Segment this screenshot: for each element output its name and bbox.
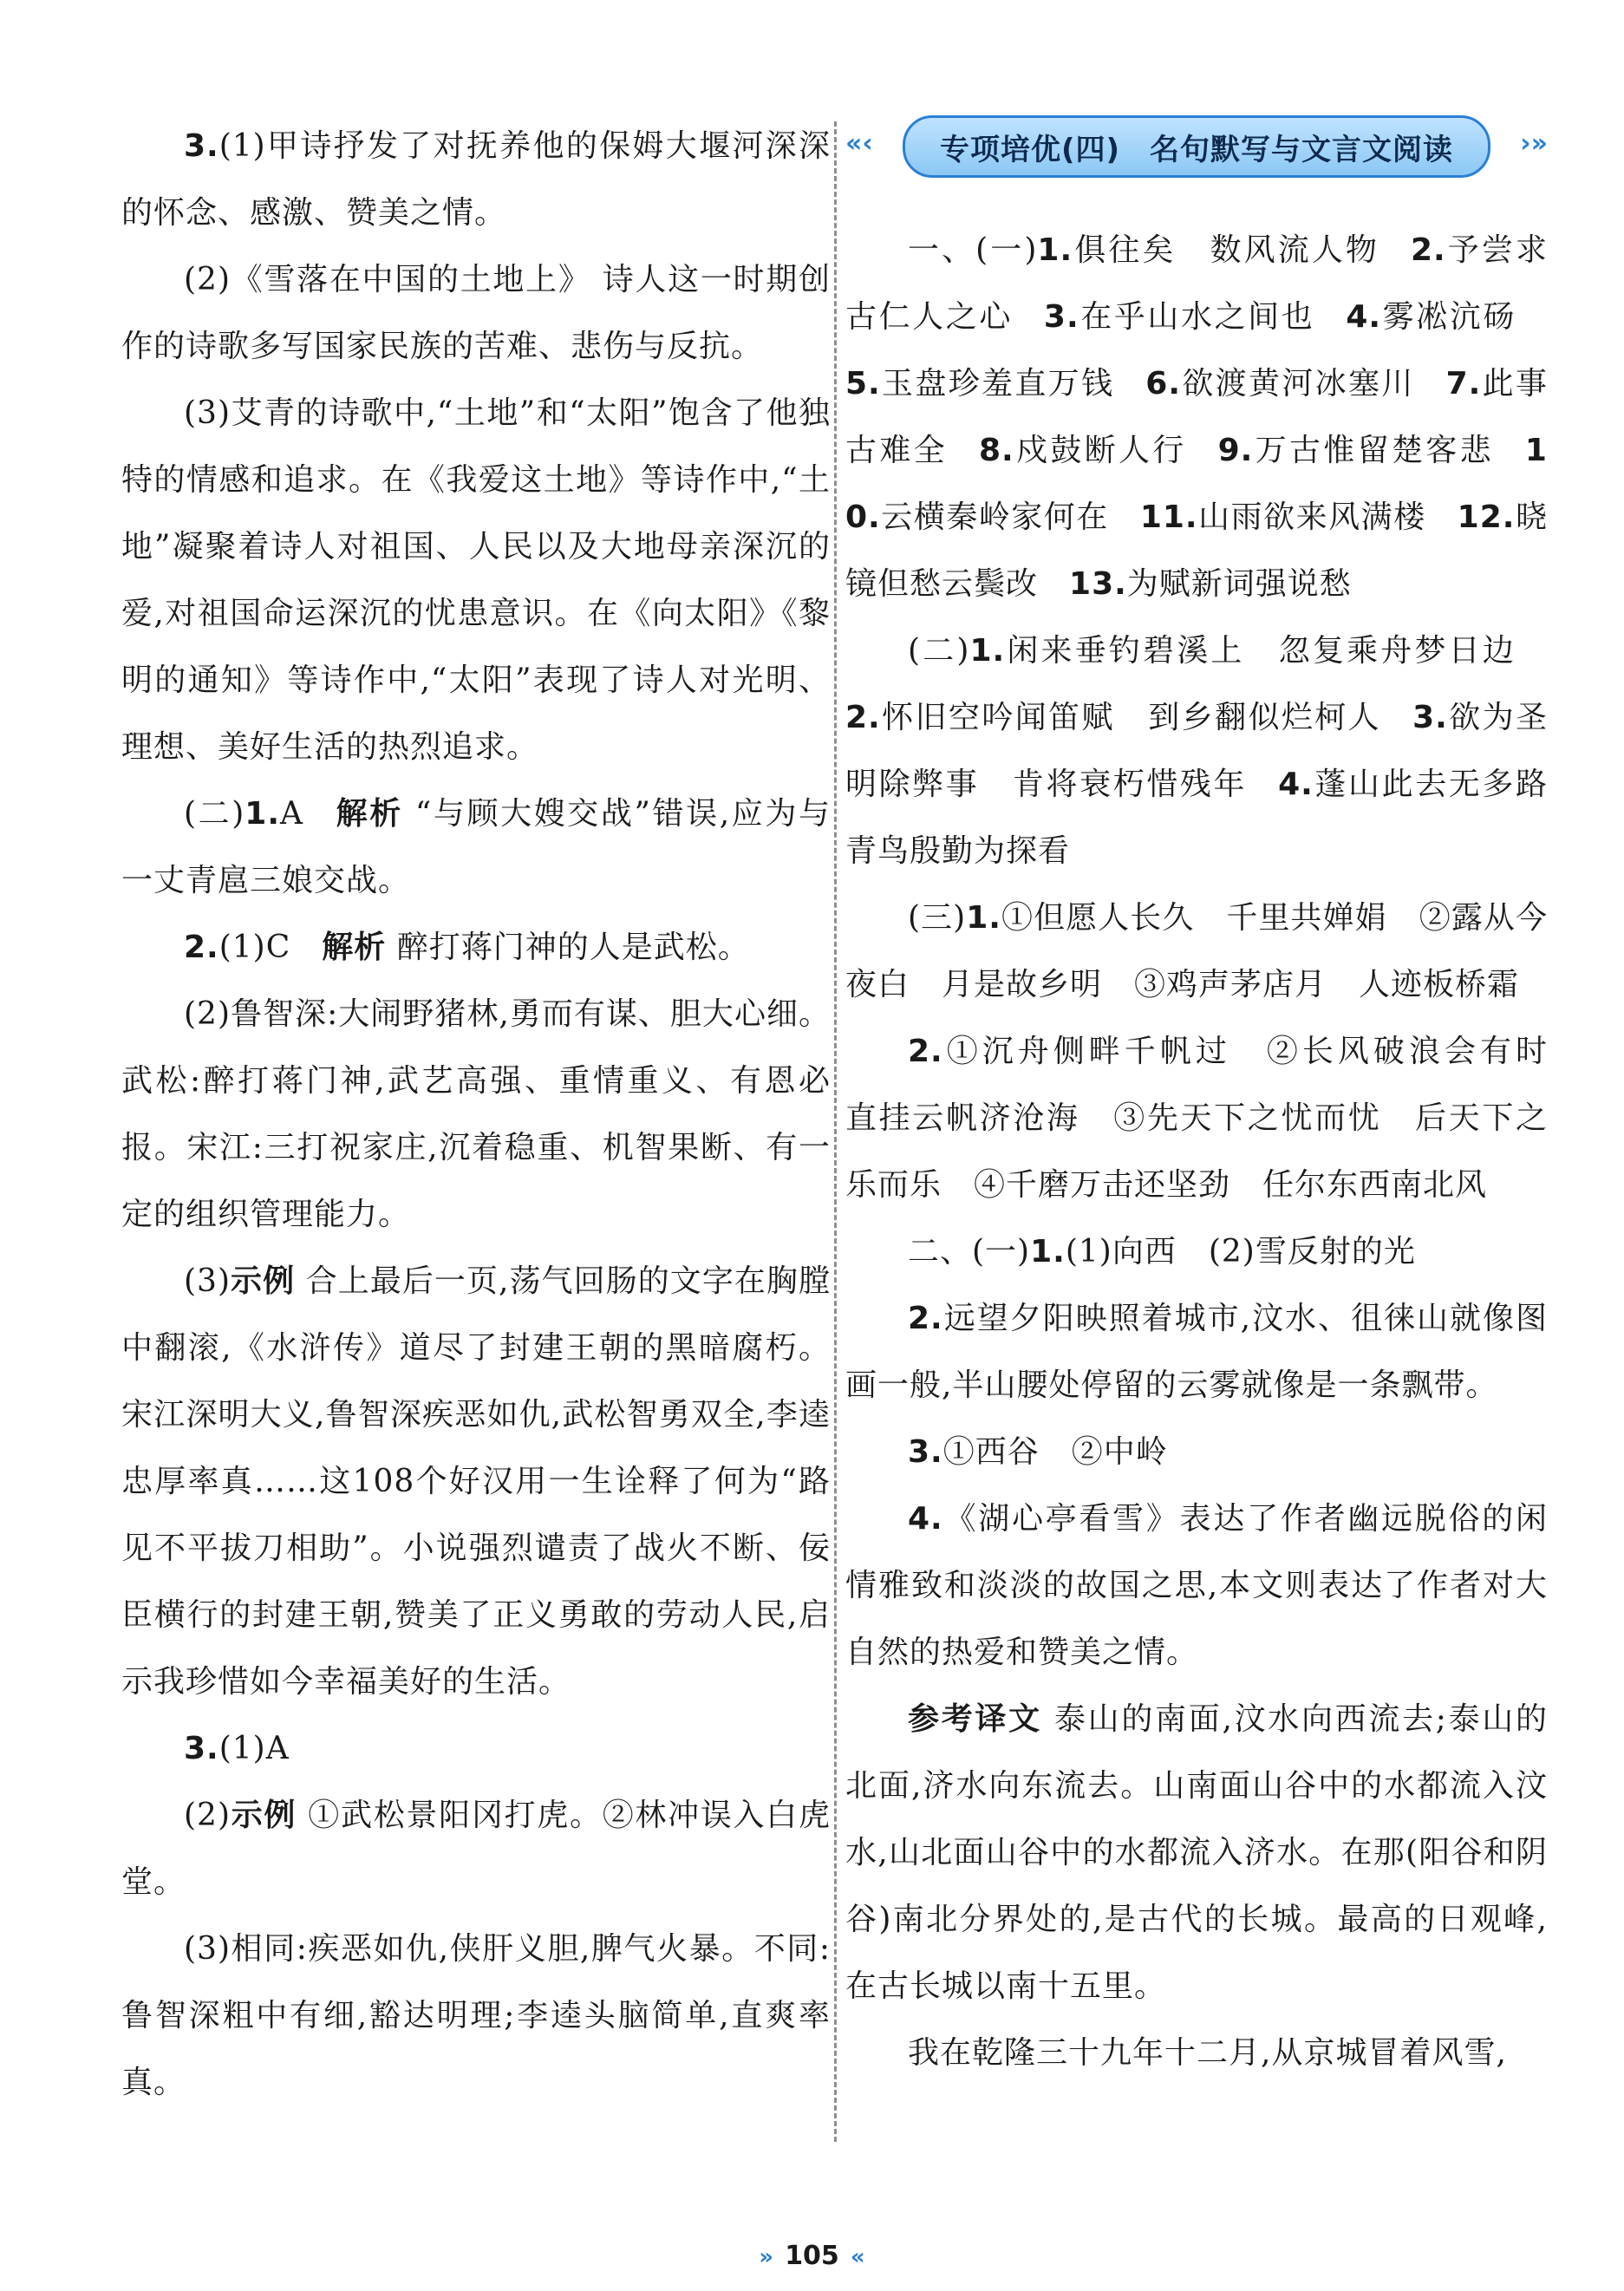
item-number: 10.: [845, 433, 1548, 535]
item-text: 万古惟留楚客悲: [1253, 433, 1494, 468]
item-text: 山雨欲来风满楼: [1197, 499, 1426, 535]
answer-2-2-3: (3)示例 合上最后一页,荡气回肠的文字在胸膛中翻滚,《水浒传》道尽了封建王朝的黑暗腐朽。宋江深明大义,鲁智深疾恶如仇,武松智勇双全,李逵忠厚率真……这108个好汉用一生诠释了何为“路见不平拔刀相助”。小说强烈谴责了战火不断、佞臣横行的封建王朝,赞美了正义勇敢的劳动人民,启示我珍惜如今幸福美好的生活。: [121, 1263, 831, 1700]
translation-label: 参考译文: [908, 1701, 1042, 1737]
item-number: 7.: [1445, 366, 1482, 401]
item-number: 13.: [1069, 566, 1127, 602]
item-text: 此事古难全: [845, 366, 1548, 468]
answer-2-3-1: 3.(1)A: [184, 1731, 290, 1766]
item-text: 玉盘珍羞直万钱: [880, 366, 1115, 401]
item-number: 12.: [1457, 499, 1516, 535]
chevrons-right-icon: ›»: [1520, 128, 1548, 159]
section-title: 专项培优(四) 名句默写与文言文阅读: [903, 115, 1490, 178]
item-number: 4.: [1278, 767, 1314, 802]
column-divider: [834, 121, 837, 2142]
item-number: 4.: [1346, 299, 1382, 335]
answer-3-3: (3)艾青的诗歌中,“土地”和“太阳”饱含了他独特的情感和追求。在《我爱这土地》等诗作中,“土地”凝聚着诗人对祖国、人民以及大地母亲深沉的爱,对祖国命运深沉的忧患意识。在《向太阳》《黎明的通知》等诗作中,“太阳”表现了诗人对光明、理想、美好生活的热烈追求。: [121, 395, 831, 765]
arrow-right-icon: »: [759, 2244, 774, 2270]
answer-2-2-2: (2)鲁智深:大闹野猪林,勇而有谋、胆大心细。武松:醉打蒋门神,武艺高强、重情重义、有恩必报。宋江:三打祝家庄,沉着稳重、机智果断、有一定的组织管理能力。: [121, 996, 831, 1232]
item-text: 云横秦岭家何在: [880, 499, 1109, 535]
item-text: 怀旧空吟闻笛赋 到乡翻似烂柯人: [880, 700, 1382, 735]
item-number: 8.: [978, 433, 1014, 468]
analysis-label: 解析: [335, 796, 403, 832]
section-2-1-3: 3.①西谷 ②中岭: [908, 1434, 1168, 1470]
section-2-1-2: 2.远望夕阳映照着城市,汶水、徂徕山就像图画一般,半山腰处停留的云雾就像是一条飘带。: [845, 1301, 1548, 1403]
reference-translation: 参考译文 泰山的南面,汶水向西流去;泰山的北面,济水向东流去。山南面山谷中的水都流入汶水,山北面山谷中的水都流入济水。在那(阳谷和阴谷)南北分界处的,是古代的长城。最高的日观峰,在古长城以南十五里。: [845, 1701, 1548, 2004]
answer-3-1: 3.(1)甲诗抒发了对抚养他的保姆大堰河深深的怀念、感激、赞美之情。: [121, 128, 831, 231]
item-text: 晓镜但愁云鬓改: [845, 499, 1548, 602]
translation-continued: 我在乾隆三十九年十二月,从京城冒着风雪,: [908, 2035, 1507, 2071]
section-banner: [845, 113, 1548, 180]
item-text: 俱往矣 数风流人物: [1073, 232, 1379, 268]
analysis-label: 解析: [322, 930, 387, 965]
left-column: [121, 113, 831, 2116]
section-1-3-1: (三)1.①但愿人长久 千里共婵娟 ②露从今夜白 月是故乡明 ③鸡声茅店月 人迹板桥霜: [845, 900, 1548, 1002]
item-text: 欲渡黄河冰塞川: [1181, 366, 1415, 401]
item-number: 6.: [1145, 366, 1182, 401]
chevrons-left-icon: «‹: [845, 128, 873, 159]
item-text: 在乎山水之间也: [1079, 299, 1315, 335]
item-text: 予尝求古仁人之心: [845, 232, 1548, 335]
item-text: 雾凇沆砀: [1381, 299, 1516, 335]
item-number: 2.: [845, 700, 881, 735]
section-1-1: 一、(一)1.俱往矣 数风流人物 2.予尝求古仁人之心 3.在乎山水之间也 4.雾凇沆砀5.玉盘珍羞直万钱 6.欲渡黄河冰塞川 7.此事古难全 8.戍鼓断人行 9.万古惟留楚客悲 10.云横秦岭家何在 11.山雨欲来风满楼 12.晓镜但愁云鬓改 13.为赋新词强说愁: [845, 232, 1548, 602]
example-label: 示例: [231, 1798, 297, 1833]
item-text: 蓬山此去无多路 青鸟殷勤为探看: [845, 767, 1580, 869]
item-text: 为赋新词强说愁: [1126, 566, 1352, 602]
section-1-3-2: 2.①沉舟侧畔千帆过 ②长风破浪会有时 直挂云帆济沧海 ③先天下之忧而忧 后天下之乐而乐 ④千磨万击还坚劲 任尔东西南北风: [845, 1034, 1581, 1203]
item-number: 2.: [1410, 232, 1446, 268]
item-number: 3.: [1412, 700, 1448, 735]
item-text: 闲来垂钓碧溪上 忽复乘舟梦日边: [1005, 633, 1516, 669]
answer-2-1: (二)1.A 解析 “与顾大嫂交战”错误,应为与一丈青扈三娘交战。: [121, 796, 831, 898]
page-footer: [0, 2241, 1624, 2271]
arrow-left-icon: «: [850, 2244, 865, 2270]
section-2-1-1: 二、(一)1.(1)向西 (2)雪反射的光: [908, 1234, 1416, 1270]
item-text: 欲为圣明除弊事 肯将衰朽惜残年: [845, 700, 1548, 802]
section-1-2: (二)1.闲来垂钓碧溪上 忽复乘舟梦日边2.怀旧空吟闻笛赋 到乡翻似烂柯人 3.欲为圣明除弊事 肯将衰朽惜残年 4.蓬山此去无多路 青鸟殷勤为探看: [845, 633, 1580, 869]
right-column: [845, 113, 1581, 2086]
item-number: 3.: [1043, 299, 1079, 335]
answer-2-3-3: (3)相同:疾恶如仇,侠肝义胆,脾气火暴。不同:鲁智深粗中有细,豁达明理;李逵头脑简单,直爽率真。: [121, 1931, 831, 2100]
item-number: 9.: [1217, 433, 1254, 468]
page-number: 105: [785, 2241, 839, 2271]
item-number: 1.: [1037, 232, 1073, 268]
answer-3-2: (2)《雪落在中国的土地上》 诗人这一时期创作的诗歌多写国家民族的苦难、悲伤与反抗。: [121, 262, 831, 364]
answer-2-2-1: 2.(1)C 解析 醉打蒋门神的人是武松。: [184, 930, 750, 965]
item-number: 11.: [1139, 499, 1198, 535]
item-text: 戍鼓断人行: [1014, 433, 1187, 468]
item-number: 1.: [969, 633, 1006, 669]
example-label: 示例: [231, 1263, 296, 1299]
section-2-1-4: 4.《湖心亭看雪》表达了作者幽远脱俗的闲情雅致和淡淡的故国之思,本文则表达了作者对大自然的热爱和赞美之情。: [845, 1501, 1548, 1670]
item-number: 5.: [845, 366, 881, 401]
answer-2-3-2: (2)示例 ①武松景阳冈打虎。②林冲误入白虎堂。: [121, 1798, 831, 1900]
